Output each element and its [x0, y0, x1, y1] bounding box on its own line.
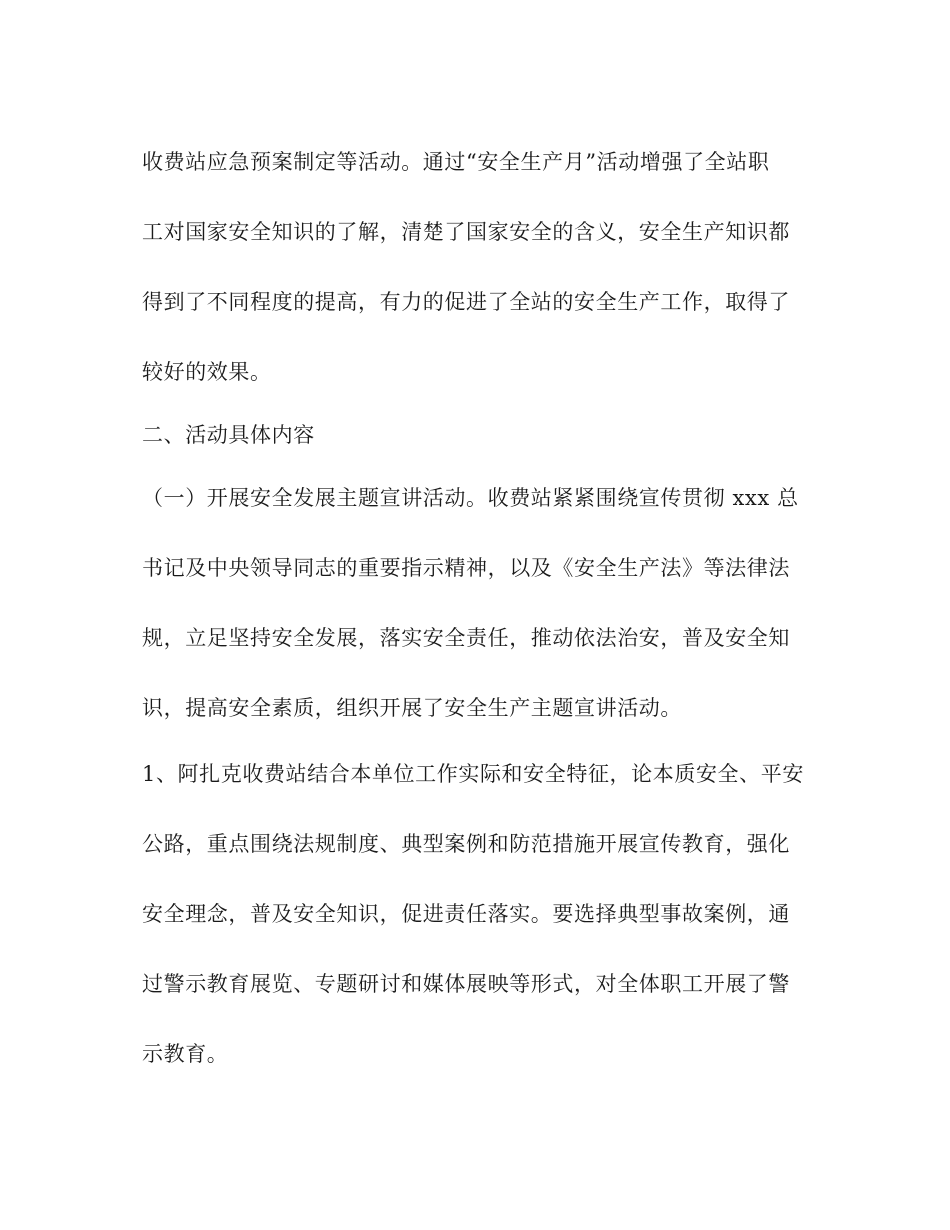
paragraph-line: 示教育。 [142, 1042, 229, 1066]
paragraph-line: 识，提高安全素质，组织开展了安全生产主题宣讲活动。 [142, 696, 682, 720]
paragraph-line: 过警示教育展览、专题研讨和媒体展映等形式，对全体职工开展了警 [142, 972, 790, 996]
paragraph-line: 安全理念，普及安全知识，促进责任落实。要选择典型事故案例，通 [142, 902, 790, 926]
paragraph-line: 公路，重点围绕法规制度、典型案例和防范措施开展宣传教育，强化 [142, 832, 790, 856]
paragraph-line: 工对国家安全知识的了解，清楚了国家安全的含义，安全生产知识都 [142, 220, 790, 244]
paragraph-line: 较好的效果。 [142, 360, 272, 384]
paragraph-line: 规，立足坚持安全发展，落实安全责任，推动依法治安，普及安全知 [142, 626, 790, 650]
section-heading: 二、活动具体内容 [142, 423, 315, 447]
paragraph-line: 书记及中央领导同志的重要指示精神，以及《安全生产法》等法律法 [142, 556, 790, 580]
paragraph-line: 得到了不同程度的提高，有力的促进了全站的安全生产工作，取得了 [142, 290, 790, 314]
paragraph-line: （一）开展安全发展主题宣讲活动。收费站紧紧围绕宣传贯彻 xxx 总 [142, 486, 799, 510]
paragraph-line: 1、阿扎克收费站结合本单位工作实际和安全特征，论本质安全、平安 [142, 762, 804, 786]
paragraph-line: 收费站应急预案制定等活动。通过“安全生产月”活动增强了全站职 [142, 150, 770, 174]
